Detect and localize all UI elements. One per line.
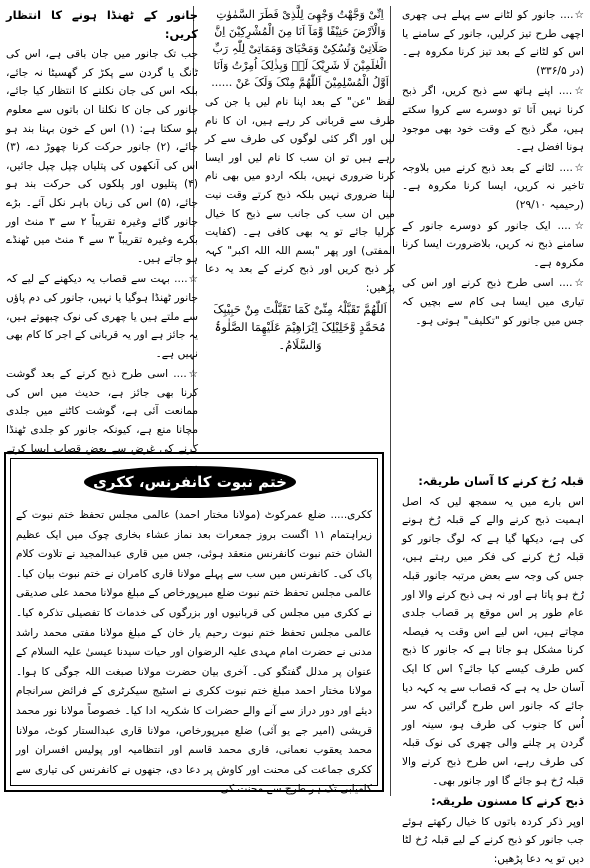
section-heading-masnoon: ذبح کرنے کا مسنون طریقہ:	[431, 794, 584, 809]
paragraph: ☆.... ایک جانور کو دوسرے جانور کے سامنے ذبح نہ کریں، بلاضرورت ایسا کرنا مکروہ ہے۔	[402, 219, 584, 269]
news-box-body	[16, 506, 372, 796]
paragraph: ☆.... اپنے ہاتھ سے ذبح کریں، اگر ذبح کرنا نہیں آتا تو دوسرے سے کروا سکتے ہیں، مگر ذبح کے وقت خود بھی موجود ہونا افضل ہے۔	[402, 85, 584, 154]
article-column-right-lower	[402, 472, 584, 865]
paragraph: اوپر ذکر کردہ باتوں کا خیال رکھتے ہوئے جب جانور کو ذبح کرنے کے لیے قبلہ رُخ لٹا دیں تو یہ دعا پڑھیں:	[402, 815, 584, 865]
arabic-dua-1: اِنِّیْ وَجَّھْتُ وَجْھِیَ لِلَّذِیْ فَطَرَ السَّمٰوٰتِ وَالْاَرْضَ حَنِیْفًا وَّمَآ اَنَا مِنَ الْمُشْرِکِیْنَ اِنَّ صَلَاتِیْ وَنُسُکِیْ وَمَحْیَایَ وَمَمَاتِیْ لِلّٰہِ رَبِّ الْعٰلَمِیْنَ لَا شَرِیْکَ لَہٗ وَبِذٰلِکَ اُمِرْتُ وَاَنَا اَوَّلُ الْمُسْلِمِیْنَ اَللّٰھُمَّ مِنْکَ وَلَکَ عَنْ ......	[211, 8, 389, 89]
paragraph: اس بارے میں یہ سمجھ لیں کہ اصل اہمیت ذبح کرنے والے کے قبلہ رُخ ہونے کی ہے، دیکھا گیا ہے کہ لوگ جانور کو قبلہ رُخ کرنے کی فکر میں رہتے ہیں، جس کی وجہ سے بعض مرتبہ جانور قبلہ رُخ ہو پاتا ہے اور نہ ہی ذبح کرنے والا اور عام طور پر اس موقع پر قصاب جلدی مچاتے ہیں، اس لیے اس وقت یہ فیصلہ کرنا مشکل ہو جاتا ہے کہ جانور کا ذبح کس طرف کیسے کیا جائے؟ اس کا ایک آسان حل یہ ہے کہ قصاب سے یہ کہہ دیا جائے کہ جانور اس طرح گرائیں کہ سر اُس کا جنوب کی طرف ہو، سینہ اور گردن پر چلنے والی چھری کی نوک قبلہ کی طرف رہے، اس طرح ذبح کرنے والا قبلہ رُخ ہو جائے گا اور جانور بھی۔	[402, 495, 584, 787]
news-box-title: ختم نبوت کانفرنس، ککری	[84, 466, 296, 498]
section-heading-thanda: جانور کے ٹھنڈا ہونے کا انتظار کریں:	[6, 8, 198, 41]
news-box-paragraph: ککری..... ضلع عمرکوٹ (مولانا مختار احمد) عالمی مجلس تحفظ ختم نبوت کے زیراہتمام ۱۱ اگست بروز جمعرات بعد نماز عشاء بخاری چوک میں ایک عظیم الشان ختم نبوت کانفرنس منعقد ہوئی، جس میں قاری عبدالمجید نے تلاوت کلام پاک کی۔ کانفرنس میں سب سے پہلے مولانا قاری کامران نے ختم نبوت بیان کیا۔ عالمی مجلس تحفظ ختم نبوت ضلع میرپورخاص کے مبلغ مولانا محمد علی صدیقی نے ککری میں مجلس کی قربانیوں اور بزرگوں کی خدمات کا تفصیلی تذکرہ کیا۔ عالمی مجلس تحفظ ختم نبوت رحیم یار خان کے مبلغ مولانا مفتی محمد راشد مدنی نے حضرت امام مہدی علیہ الرضوان اور حیات سیدنا عیسیٰ علیہ السلام کے عنوان پر مدلل گفتگو کی۔ آخری بیان حضرت مولانا صبغت اللہ جوگی کا ہوا۔ مولانا مختار احمد مبلغ ختم نبوت ککری نے اسٹیج سیکرٹری کے فرائض سرانجام دیئے اور دور دراز سے آنے والے حضرات کا شکریہ ادا کیا۔ خصوصاً مولانا نور محمد قریشی (امیر جے یو آئی) ضلع میرپورخاص، مولانا قاری عبدالستار کوٹ، مولانا محمد یعقوب نعمانی، قاری محمد قاسم اور انتظامیہ اور پولیس افسران اور ککری جماعت کی محنت اور کاوش پر دعا دی، جنھوں نے کانفرنس کی تیاری سے کامیابی تک ہر طرح سے محنت کی۔	[16, 509, 372, 796]
paragraph: ☆.... اسی طرح ذبح کرنے اور اس کی تیاری میں ایسا ہی کام سے بچیں کہ جس میں جانور کو "تکلیف" ہوتی ہو۔	[402, 277, 584, 327]
section-heading-qibla: قبلہ رُخ کرنے کا آسان طریقہ:	[418, 474, 584, 488]
paragraph: لفظ "عن" کے بعد اپنا نام لیں یا جن کی طرف سے قربانی کر رہے ہیں، ان کا نام لیں اور اگر کئی لوگوں کی طرف سے کر رہے ہیں تو ان سب کا نام لیں اور ایسا کرنا ضروری نہیں، بلکہ اردو میں بھی نام لینا ضروری نہیں بلکہ ذبح کرتے وقت نیت میں ان سب کی جانب سے ذبح کا خیال کرلیا جائے تو یہ بھی کافی ہے۔ (کفایت المفتی) اور پھر "بسم اللہ اللہ اکبر" کہہ کر ذبح کریں اور ذبح کرنے کے بعد یہ دعا پڑھیں:	[205, 96, 395, 294]
paragraph: ☆.... جانور کو لٹانے سے پہلے ہی چھری اچھی طرح تیز کرلیں، جانور کے سامنے یا اس کو لٹانے کے بعد تیز کرنا مکروہ ہے۔ (در ۳۳۶/۵)	[402, 9, 584, 77]
article-column-left	[6, 6, 198, 455]
paragraph: جب تک جانور میں جان باقی ہے، اس کی ٹانگ یا گردن سے پکڑ کر گھسیٹا نہ جائے، بلکہ اس کی جان نکلنے کا انتظار کیا جائے، جانور کی جان کا نکلنا ان باتوں سے معلوم ہو سکتا ہے: (۱) اس کے خون بہنا بند ہو جائے، (۲) جانور حرکت کرنا چھوڑ دے، (۳) اس کی آنکھوں کی پتلیاں چپل چپل جائیں، (۴) پتلیوں اور پلکوں کی حرکت بند ہو جائے، (۵) اس کی زبان باہر نکل آئے۔ بڑے جانور گائے وغیرہ تقریباً ۲ سے ۳ منٹ اور بکرے وغیرہ تقریباً ۳ سے ۴ منٹ میں ٹھنڈے ہو جاتے ہیں۔	[6, 48, 198, 265]
paragraph: ☆.... بہت سے قصاب یہ دیکھنے کے لیے کہ جانور ٹھنڈا ہوگیا یا نہیں، جانور کی دم پاؤں سے ملتے ہیں یا چھری کی نوک چبھوتے ہیں، یہ جائز ہے اور یہ قربانی کے اجر کا کام بھی نہیں ہے۔	[6, 273, 198, 360]
paragraph: ☆.... اسی طرح ذبح کرنے کے بعد گوشت کرنا بھی جائز ہے، حدیث میں اس کی ممانعت آئی ہے، گوشت کاٹنے میں جلدی مچانا منع ہے، کیونکہ جانور کو جلدی ٹھنڈا کرنے کی غرض سے بعض قصاب ایسا کرتے	[6, 368, 198, 455]
paragraph: ☆.... لٹانے کے بعد ذبح کرنے میں بلاوجہ تاخیر نہ کریں، ایسا کرنا مکروہ ہے۔ (رحیمیہ ۲۹/۱۰)	[402, 161, 584, 211]
article-column-right	[402, 6, 584, 470]
article-column-middle	[205, 6, 395, 452]
arabic-dua-2: اَللّٰھُمَّ تَقَبَّلْہُ مِنِّیْ کَمَا تَقَبَّلْتَ مِنْ حَبِیْبِکَ مُحَمَّدٍ وَّخَلِیْلِکَ اِبْرَاھِیْمَ عَلَیْھِمَا الصَّلٰوۃُ وَالسَّلَامُ۔	[213, 301, 387, 352]
news-box	[4, 452, 384, 796]
